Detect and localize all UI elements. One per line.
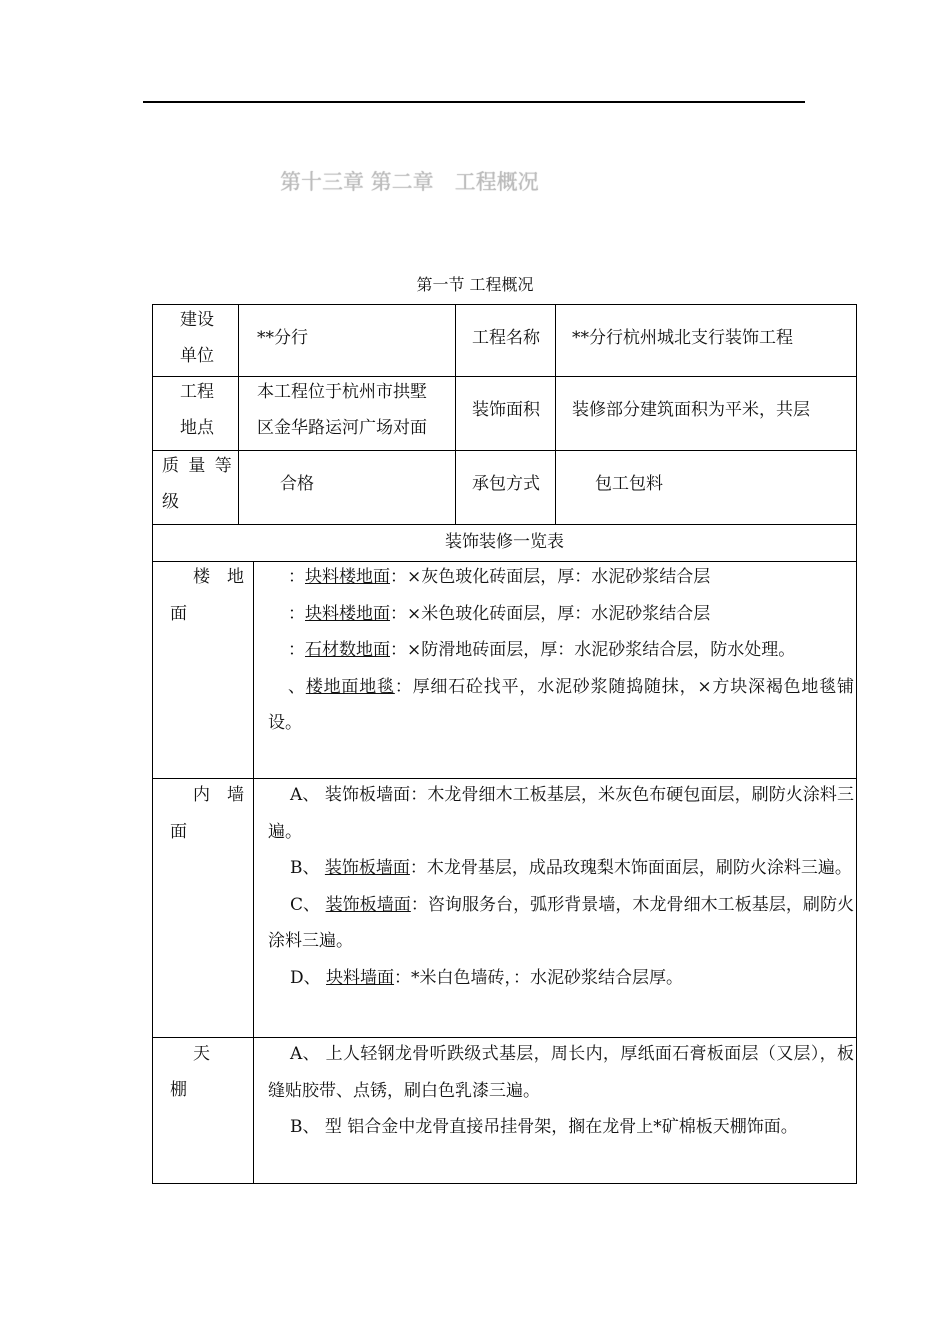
site-label: 工程 <box>180 382 214 402</box>
ceiling-items <box>268 1036 854 1146</box>
unit-label: 建设 <box>180 310 214 330</box>
header-rule <box>143 101 805 103</box>
unit-value: **分行 <box>257 328 308 348</box>
col-divider <box>238 304 239 524</box>
area-label: 装饰面积 <box>472 400 540 420</box>
col-divider <box>455 304 456 524</box>
wall-label: 内 墙 <box>193 785 244 805</box>
quality-label: 质 量 等 <box>162 456 232 476</box>
floor-label: 面 <box>170 604 187 624</box>
col-divider <box>555 304 556 524</box>
wall-label: 面 <box>170 822 187 842</box>
ceiling-label: 天 <box>193 1044 210 1064</box>
list-item: ：石材数地面：×防滑地砖面层，厚：水泥砂浆结合层，防水处理。 <box>288 640 796 660</box>
list-item: B、 装饰板墙面：木龙骨基层，成品玫瑰梨木饰面面层，刷防火涂料三遍。 <box>290 858 852 878</box>
list-item: C、 装饰板墙面：咨询服务台，弧形背景墙，木龙骨细木工板基层，刷防火涂料三遍。 <box>268 894 855 951</box>
floor-items <box>268 559 854 742</box>
site-value: 区金华路运河广场对面 <box>257 418 427 438</box>
ceiling-label: 棚 <box>170 1080 187 1100</box>
col-divider <box>253 561 254 1184</box>
list-item: D、 块料墙面：*米白色墙砖，：水泥砂浆结合层厚。 <box>290 967 684 988</box>
name-value: **分行杭州城北支行装饰工程 <box>572 328 793 348</box>
quality-value: 合格 <box>280 474 314 494</box>
contract-label: 承包方式 <box>472 474 540 494</box>
wall-items <box>268 777 854 996</box>
row-divider <box>152 450 857 451</box>
list-item: B、 型 铝合金中龙骨直接吊挂骨架，搁在龙骨上*矿棉板天棚饰面。 <box>290 1117 798 1137</box>
table-title: 装饰装修一览表 <box>445 532 564 552</box>
section-title: 第一节 工程概况 <box>416 275 534 294</box>
area-value: 装修部分建筑面积为平米，共层 <box>572 400 810 420</box>
contract-value: 包工包料 <box>595 474 663 494</box>
name-label: 工程名称 <box>472 328 540 348</box>
list-item: 、楼地面地毯：厚细石砼找平，水泥砂浆随捣随抹，×方块深褐色地毯铺设。 <box>268 676 855 733</box>
quality-label: 级 <box>162 492 179 512</box>
site-value: 本工程位于杭州市拱墅 <box>257 382 427 402</box>
chapter-title: 第十三章 第二章 工程概况 <box>280 170 539 194</box>
list-item: A、 上人轻钢龙骨听跌级式基层，周长内，厚纸面石膏板面层（又层），板缝贴胶带、点锈，刷白色乳漆三遍。 <box>268 1044 855 1101</box>
list-item: ：块料楼地面：×米色玻化砖面层，厚：水泥砂浆结合层 <box>288 603 711 624</box>
unit-label: 单位 <box>180 346 214 366</box>
list-item: ：块料楼地面：×灰色玻化砖面层，厚：水泥砂浆结合层 <box>288 567 711 587</box>
floor-label: 楼 地 <box>193 567 244 587</box>
site-label: 地点 <box>180 418 214 438</box>
list-item: A、 装饰板墙面：木龙骨细木工板基层，米灰色布硬包面层，刷防火涂料三遍。 <box>268 785 855 842</box>
